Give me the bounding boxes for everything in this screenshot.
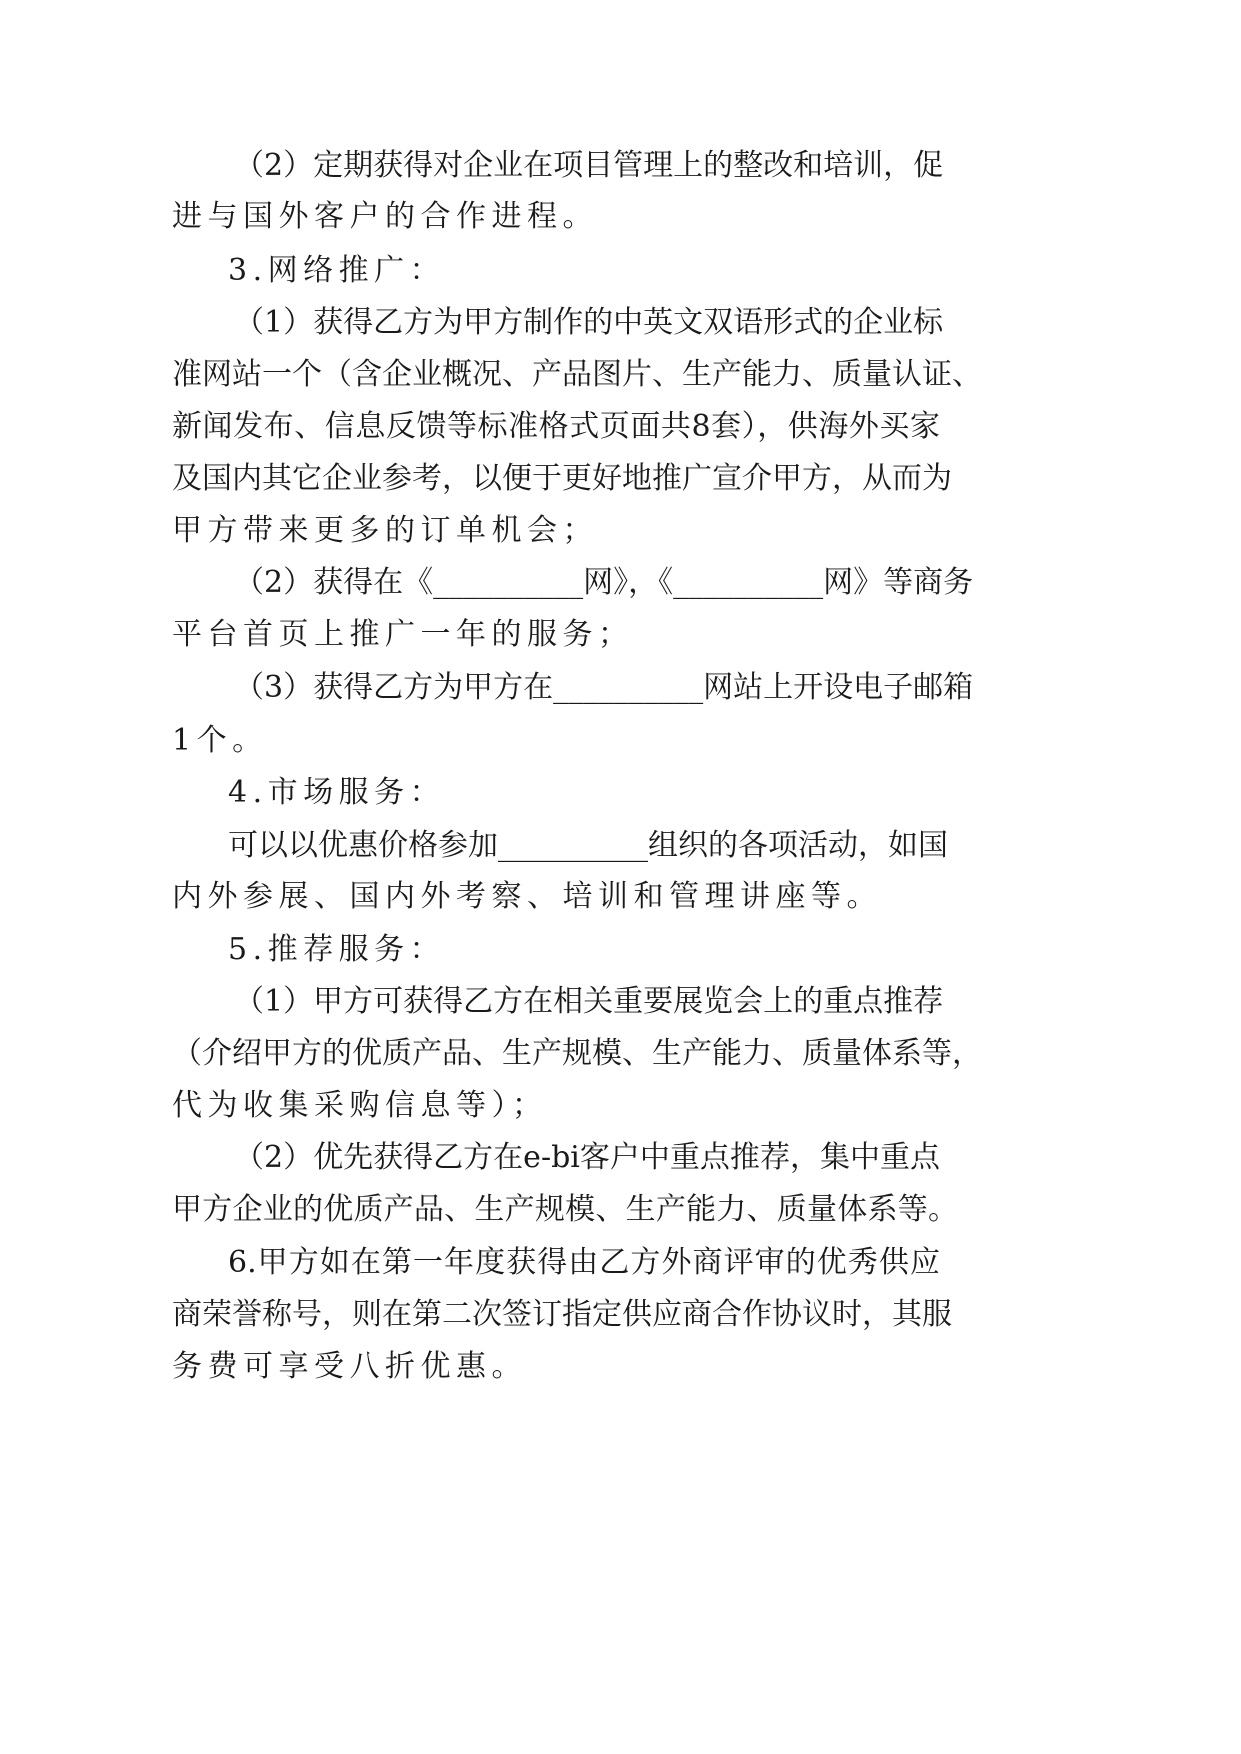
paragraph-line: 务费可享受八折优惠。: [172, 1349, 527, 1384]
paragraph-line: （1）获得乙方为甲方制作的中英文双语形式的企业标: [234, 305, 944, 340]
paragraph-line: 进与国外客户的合作进程。: [172, 199, 598, 234]
paragraph-line: 6.甲方如在第一年度获得由乙方外商评审的优秀供应: [228, 1245, 940, 1280]
paragraph-line: 1个。: [172, 723, 268, 758]
section-heading: 5.推荐服务：: [228, 932, 446, 967]
paragraph-line: （介绍甲方的优质产品、生产规模、生产能力、质量体系等，: [172, 1036, 982, 1071]
paragraph-line: 甲方带来更多的订单机会；: [172, 513, 598, 548]
paragraph-line: 准网站一个（含企业概况、产品图片、生产能力、质量认证、: [172, 357, 982, 392]
paragraph-line: 内外参展、国内外考察、培训和管理讲座等。: [172, 879, 882, 914]
paragraph-line: 平台首页上推广一年的服务；: [172, 617, 634, 652]
paragraph-line: （2）获得在《__________网》，《__________网》等商务: [234, 565, 974, 600]
paragraph-line: （2）定期获得对企业在项目管理上的整改和培训，促: [234, 148, 944, 183]
paragraph-line: （1）甲方可获得乙方在相关重要展览会上的重点推荐: [234, 984, 944, 1019]
paragraph-line: （3）获得乙方为甲方在__________网站上开设电子邮箱: [234, 670, 974, 705]
paragraph-line: 商荣誉称号，则在第二次签订指定供应商合作协议时，其服: [172, 1297, 952, 1332]
paragraph-line: 及国内其它企业参考，以便于更好地推广宣介甲方，从而为: [172, 461, 952, 496]
section-heading: 3.网络推广：: [228, 253, 446, 288]
paragraph-line: 新闻发布、信息反馈等标准格式页面共8套），供海外买家: [172, 409, 940, 444]
paragraph-line: （2）优先获得乙方在e-bi客户中重点推荐，集中重点: [234, 1140, 940, 1175]
section-heading: 4.市场服务：: [228, 775, 446, 810]
paragraph-line: 可以以优惠价格参加__________组织的各项活动，如国: [228, 828, 948, 863]
paragraph-line: 代为收集采购信息等）；: [172, 1088, 548, 1123]
paragraph-line: 甲方企业的优质产品、生产规模、生产能力、质量体系等。: [172, 1192, 958, 1227]
